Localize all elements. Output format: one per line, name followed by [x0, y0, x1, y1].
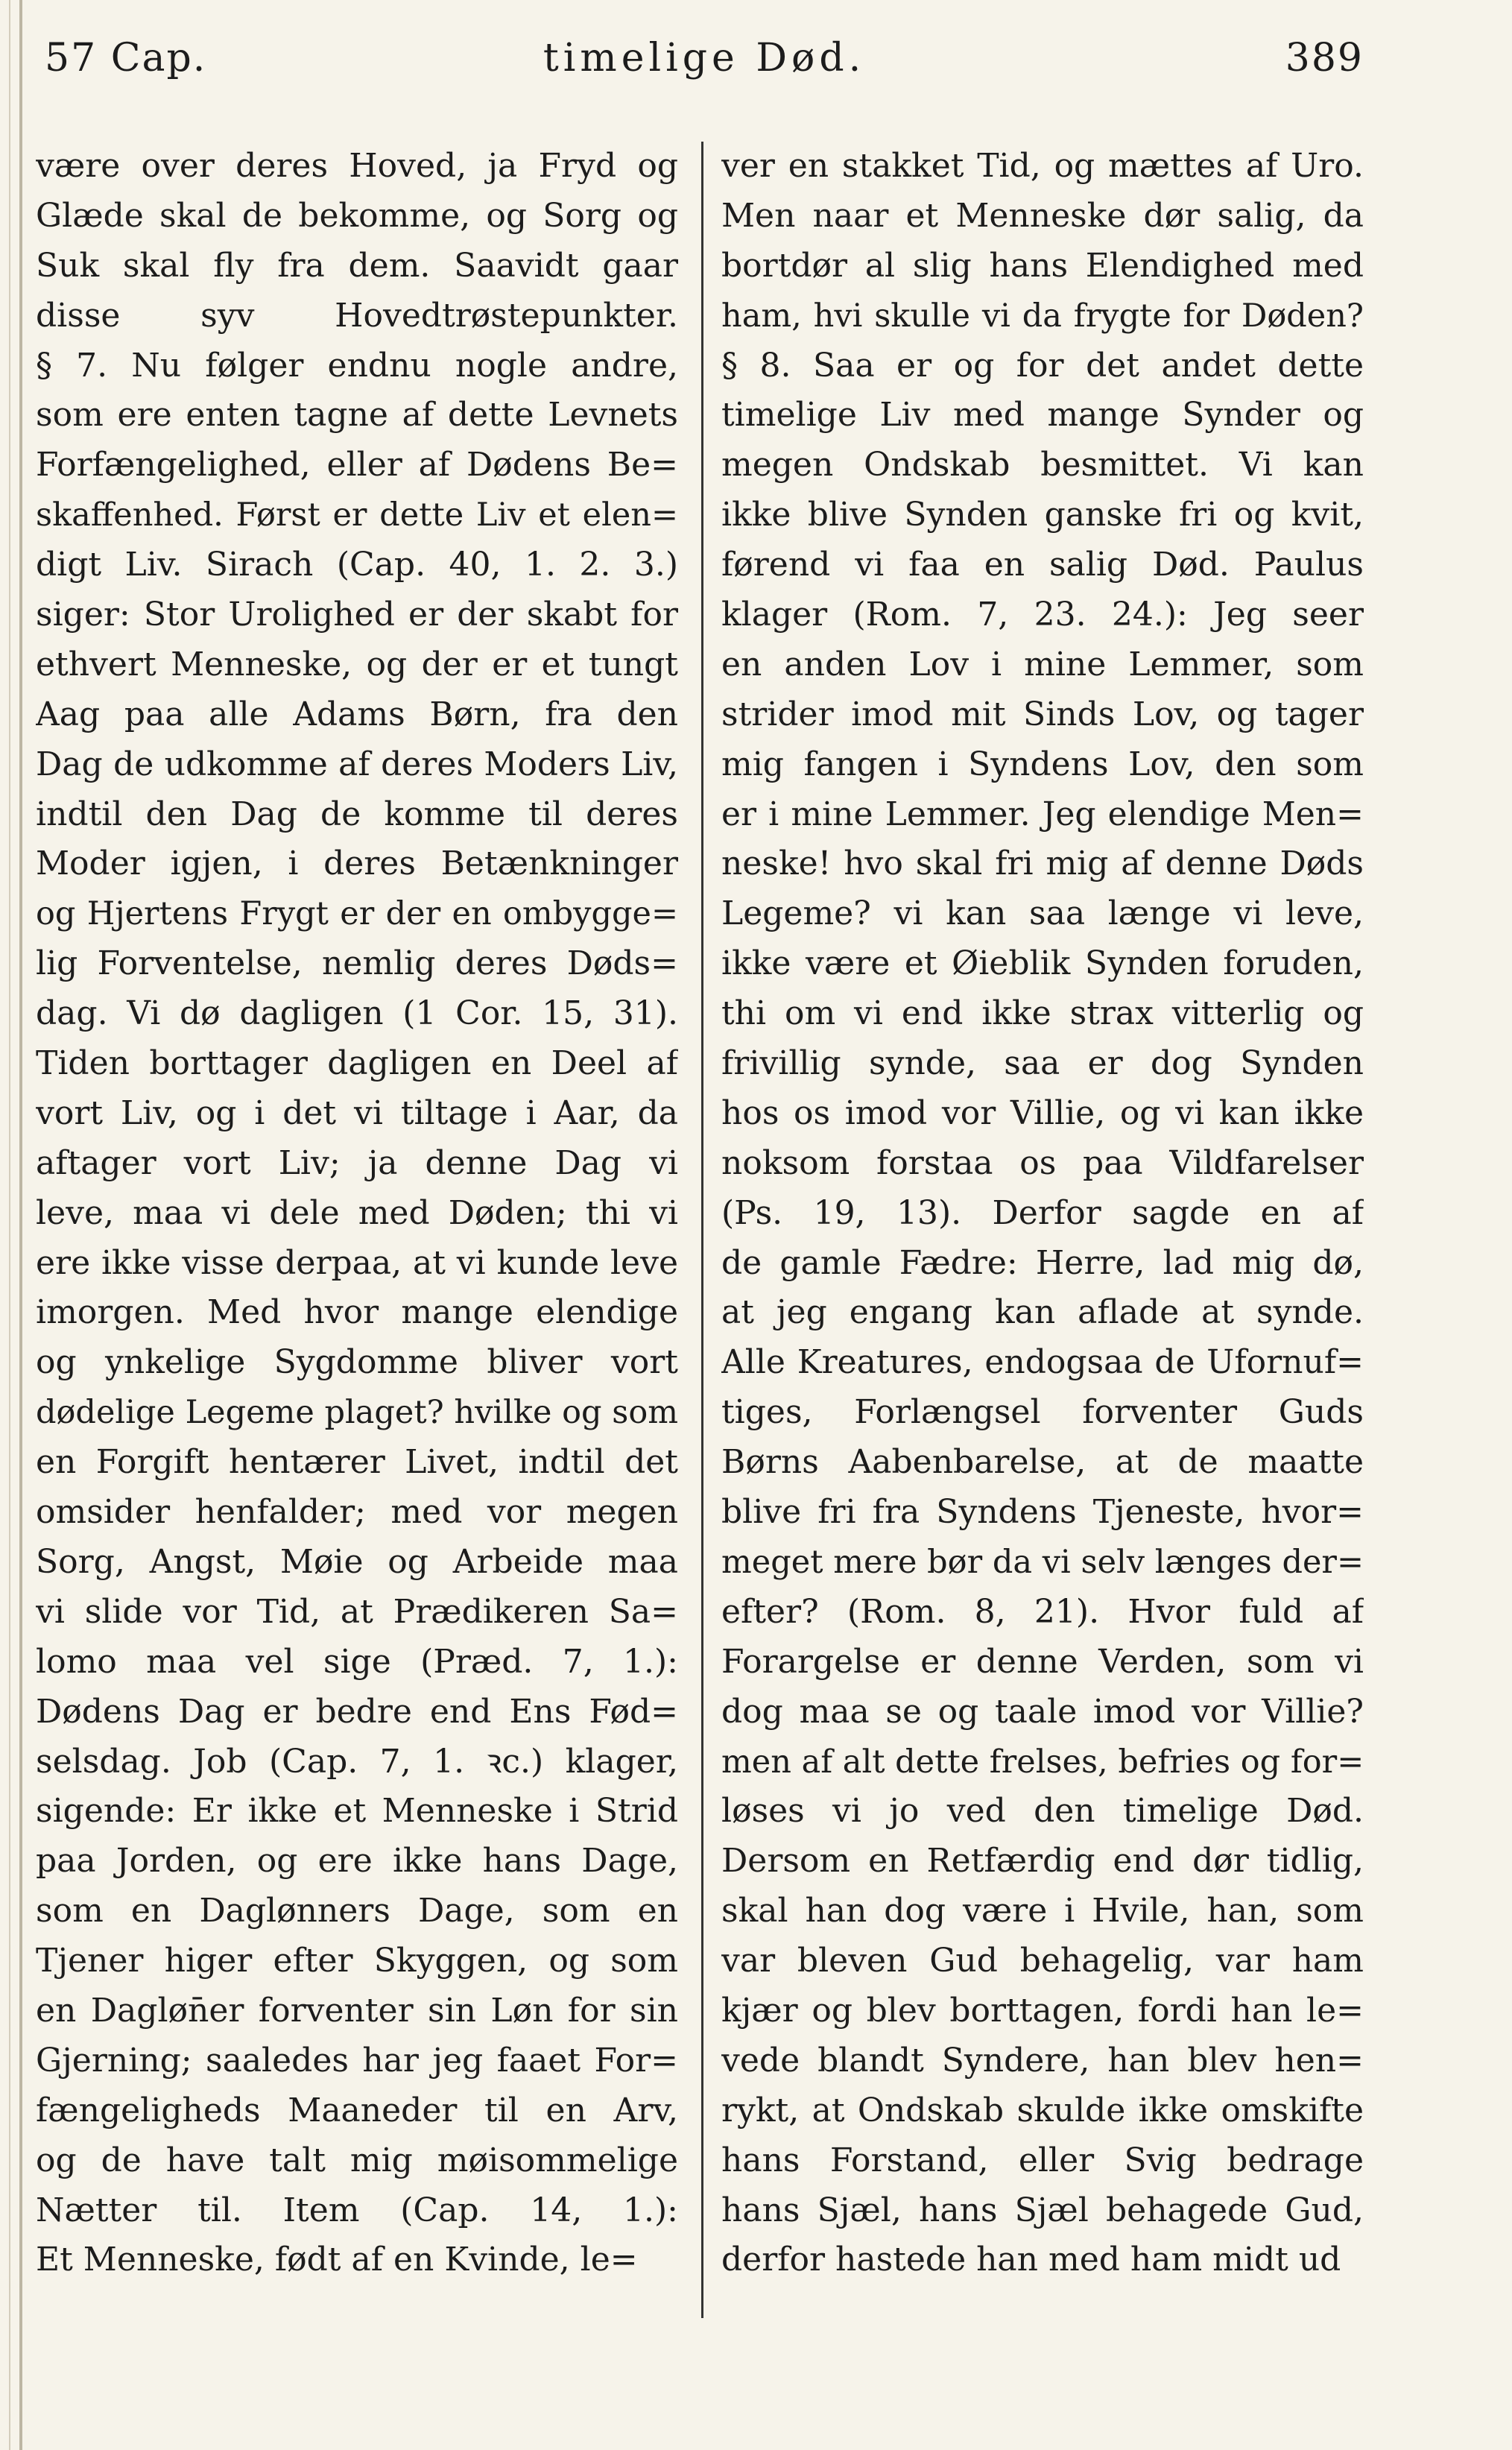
text-line: Suk skal fly fra dem. Saavidt gaar — [36, 246, 678, 285]
text-line: være over deres Hoved, ja Fryd og — [36, 147, 678, 185]
text-line: de gamle Fædre: Herre, lad mig dø, — [721, 1243, 1364, 1282]
text-line: var bleven Gud behagelig, var ham — [721, 1942, 1364, 1980]
text-line: ver en stakket Tid, og mættes af Uro. — [721, 147, 1364, 185]
text-line: megen Ondskab besmittet. Vi kan — [721, 446, 1364, 484]
text-line: Sorg, Angst, Møie og Arbeide maa — [36, 1542, 678, 1581]
text-line: Et Menneske, født af en Kvinde, le= — [36, 2241, 638, 2279]
text-line: førend vi faa en salig Død. Paulus — [721, 546, 1364, 584]
text-line: Aag paa alle Adams Børn, fra den — [36, 695, 678, 733]
text-line: derfor hastede han med ham midt ud — [721, 2241, 1341, 2279]
text-line: rykt, at Ondskab skulde ikke omskifte — [721, 2091, 1364, 2129]
text-line: Dersom en Retfærdig end dør tidlig, — [721, 1842, 1364, 1881]
text-line: bortdør al slig hans Elendighed med — [721, 246, 1364, 285]
text-line: hans Sjæl, hans Sjæl behagede Gud, — [721, 2191, 1364, 2229]
text-line: omsider henfalder; med vor megen — [36, 1493, 678, 1532]
text-line: indtil den Dag de komme til deres — [36, 795, 678, 833]
text-line: Legeme? vi kan saa længe vi leve, — [721, 894, 1364, 933]
text-line: tiges, Forlængsel forventer Guds — [721, 1393, 1364, 1432]
text-line: frivillig synde, saa er dog Synden — [721, 1044, 1364, 1083]
chapter-label: 57 Cap. — [45, 36, 207, 80]
text-line: leve, maa vi dele med Døden; thi vi — [36, 1193, 678, 1232]
text-line: Tiden borttager dagligen en Deel af — [36, 1044, 678, 1083]
text-line: vede blandt Syndere, han blev hen= — [721, 2041, 1364, 2080]
text-line: Tjener higer efter Skyggen, og som — [36, 1942, 678, 1980]
text-line: § 7. Nu følger endnu nogle andre, — [36, 346, 678, 385]
text-line: ham, hvi skulle vi da frygte for Døden? — [721, 297, 1364, 335]
text-line: men af alt dette frelses, befries og for= — [721, 1743, 1364, 1781]
text-line: digt Liv. Sirach (Cap. 40, 1. 2. 3.) — [36, 546, 678, 584]
text-line: timelige Liv med mange Synder og — [721, 396, 1364, 435]
text-line: aftager vort Liv; ja denne Dag vi — [36, 1143, 678, 1182]
page-number: 389 — [1285, 36, 1364, 80]
text-line: selsdag. Job (Cap. 7, 1. ꝛc.) klager, — [36, 1742, 678, 1781]
text-line: imorgen. Med hvor mange elendige — [36, 1293, 678, 1332]
text-line: en Forgift hentærer Livet, indtil det — [36, 1443, 678, 1482]
text-line: ikke blive Synden ganske fri og kvit, — [721, 496, 1364, 534]
text-line: Men naar et Menneske dør salig, da — [721, 196, 1364, 235]
text-line: paa Jorden, og ere ikke hans Dage, — [36, 1842, 678, 1881]
text-line: Forfængelighed, eller af Dødens Be= — [36, 446, 678, 484]
text-line: Børns Aabenbarelse, at de maatte — [721, 1443, 1364, 1482]
text-line: vort Liv, og i det vi tiltage i Aar, da — [36, 1093, 678, 1132]
text-line: og Hjertens Frygt er der en ombygge= — [36, 895, 678, 933]
text-line: lig Forventelse, nemlig deres Døds= — [36, 944, 678, 983]
text-line: Dag de udkomme af deres Moders Liv, — [36, 745, 678, 783]
text-line: Gjerning; saaledes har jeg faaet For= — [36, 2041, 678, 2080]
text-line: disse syv Hovedtrøstepunkter. — [36, 296, 678, 335]
text-line: skal han dog være i Hvile, han, som — [721, 1892, 1364, 1930]
column-divider — [701, 142, 703, 2318]
text-line: Nætter til. Item (Cap. 14, 1.): — [36, 2191, 678, 2229]
text-line: (Ps. 19, 13). Derfor sagde en af — [721, 1193, 1364, 1232]
running-header — [45, 36, 1364, 103]
text-line: neske! hvo skal fri mig af denne Døds — [721, 844, 1364, 883]
text-line: sigende: Er ikke et Menneske i Strid — [36, 1792, 678, 1831]
page-edge — [19, 0, 22, 2450]
text-line: ere ikke visse derpaa, at vi kunde leve — [36, 1243, 678, 1282]
text-line: meget mere bør da vi selv længes der= — [721, 1543, 1364, 1581]
text-line: Alle Kreatures, endogsaa de Ufornuf= — [721, 1343, 1364, 1382]
text-line: hos os imod vor Villie, og vi kan ikke — [721, 1093, 1364, 1132]
text-line: som en Daglønners Dage, som en — [36, 1892, 678, 1930]
text-line: skaffenhed. Først er dette Liv et elen= — [36, 496, 678, 534]
text-line: ikke være et Øieblik Synden foruden, — [721, 944, 1364, 983]
left-text-column — [36, 142, 678, 2285]
text-line: dødelige Legeme plaget? hvilke og som — [36, 1394, 678, 1432]
text-line: Glæde skal de bekomme, og Sorg og — [36, 196, 678, 235]
text-line: løses vi jo ved den timelige Død. — [721, 1792, 1364, 1831]
text-line: § 8. Saa er og for det andet dette — [721, 346, 1364, 385]
text-line: vi slide vor Tid, at Prædikeren Sa= — [36, 1592, 678, 1631]
text-line: en anden Lov i mine Lemmer, som — [721, 645, 1364, 683]
text-line: klager (Rom. 7, 23. 24.): Jeg seer — [721, 596, 1364, 634]
text-line: siger: Stor Urolighed er der skabt for — [36, 596, 678, 634]
text-line: kjær og blev borttagen, fordi han le= — [721, 1991, 1364, 2030]
running-title: timelige Død. — [543, 36, 866, 80]
text-line: thi om vi end ikke strax vitterlig og — [721, 994, 1364, 1033]
text-line: en Dagløn̄er forventer sin Løn for sin — [36, 1991, 678, 2030]
text-line: og de have talt mig møisommelige — [36, 2141, 678, 2179]
text-line: dag. Vi dø dagligen (1 Cor. 15, 31). — [36, 994, 678, 1033]
text-line: hans Forstand, eller Svig bedrage — [721, 2141, 1364, 2179]
text-line: dog maa se og taale imod vor Villie? — [721, 1692, 1364, 1731]
text-line: at jeg engang kan aflade at synde. — [721, 1293, 1364, 1332]
right-text-column — [721, 142, 1364, 2285]
text-line: lomo maa vel sige (Præd. 7, 1.): — [36, 1642, 678, 1681]
text-line: blive fri fra Syndens Tjeneste, hvor= — [721, 1493, 1364, 1532]
text-line: ethvert Menneske, og der er et tungt — [36, 645, 678, 683]
text-line: strider imod mit Sinds Lov, og tager — [721, 695, 1364, 733]
text-line: efter? (Rom. 8, 21). Hvor fuld af — [721, 1592, 1364, 1631]
text-line: er i mine Lemmer. Jeg elendige Men= — [721, 795, 1364, 833]
text-line: mig fangen i Syndens Lov, den som — [721, 745, 1364, 783]
text-line: som ere enten tagne af dette Levnets — [36, 396, 678, 435]
text-line: og ynkelige Sygdomme bliver vort — [36, 1343, 678, 1382]
text-line: Dødens Dag er bedre end Ens Fød= — [36, 1692, 678, 1731]
page-edge-shadow — [9, 0, 10, 2450]
text-line: Forargelse er denne Verden, som vi — [721, 1642, 1364, 1681]
text-line: fængeligheds Maaneder til en Arv, — [36, 2091, 678, 2129]
text-line: noksom forstaa os paa Vildfarelser — [721, 1143, 1364, 1182]
text-line: Moder igjen, i deres Betænkninger — [36, 844, 678, 883]
